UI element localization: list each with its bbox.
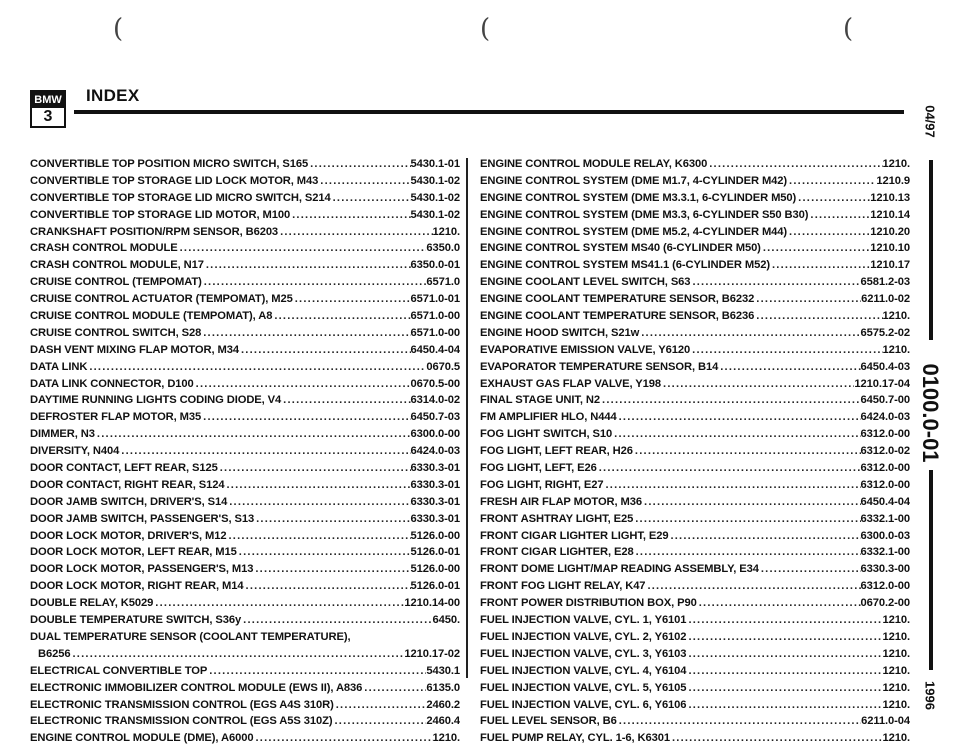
dot-leader [645, 578, 860, 595]
index-entry [480, 426, 910, 443]
entry-code: 1210.10 [870, 242, 910, 255]
dot-leader [194, 376, 411, 393]
index-entry [480, 443, 910, 460]
dot-leader [239, 342, 411, 359]
entry-code: 6300.0-00 [410, 428, 460, 441]
entry-code: 6581.2-03 [860, 276, 910, 289]
entry-code: 6332.1-00 [860, 512, 910, 525]
dot-leader [308, 156, 410, 173]
entry-code: 1210. [882, 614, 910, 627]
index-entry [480, 730, 910, 747]
entry-code: 1210. [882, 732, 910, 745]
dot-leader [754, 291, 861, 308]
index-entry [480, 578, 910, 595]
entry-code: 1210.14 [870, 208, 910, 221]
index-entry [480, 544, 910, 561]
entry-code: 6135.0 [426, 681, 460, 694]
entry-title: CRASH CONTROL MODULE [30, 242, 178, 255]
index-entry [480, 494, 910, 511]
dot-leader [761, 240, 870, 257]
index-entry [30, 426, 460, 443]
index-entry [30, 240, 460, 257]
entry-title: ENGINE CONTROL SYSTEM (DME M3.3.1, 6-CYLINDER M50) [480, 191, 797, 204]
dot-leader [293, 291, 411, 308]
entry-title: FOG LIGHT, LEFT, E26 [480, 462, 597, 475]
entry-code: 6571.0-01 [410, 293, 460, 306]
index-entry [30, 308, 460, 325]
dot-leader [690, 274, 860, 291]
index-entry [480, 308, 910, 325]
dot-leader [278, 224, 432, 241]
dot-leader [227, 528, 411, 545]
entry-title: EVAPORATOR TEMPERATURE SENSOR, B14 [480, 360, 719, 373]
entry-title: DATA LINK [30, 360, 88, 373]
dot-leader [334, 697, 427, 714]
entry-code: 5126.0-00 [410, 529, 460, 542]
index-entry [30, 612, 460, 629]
binder-hole-mark: ( [113, 14, 124, 44]
index-entry [30, 342, 460, 359]
index-entry [480, 646, 910, 663]
index-entry [30, 291, 460, 308]
entry-title: ELECTRICAL CONVERTIBLE TOP [30, 664, 208, 677]
entry-title: DOOR LOCK MOTOR, LEFT REAR, M15 [30, 546, 237, 559]
entry-code: 6350.0 [426, 242, 460, 255]
entry-title: CRUISE CONTROL ACTUATOR (TEMPOMAT), M25 [30, 293, 293, 306]
index-entry [30, 697, 460, 714]
index-entry [480, 663, 910, 680]
entry-code: 6450.4-04 [860, 495, 910, 508]
entry-code: 1210. [882, 630, 910, 643]
entry-code: 0670.5-00 [410, 377, 460, 390]
entry-title: FOG LIGHT SWITCH, S10 [480, 428, 613, 441]
entry-title: ENGINE COOLANT TEMPERATURE SENSOR, B6232 [480, 293, 755, 306]
dot-leader [634, 544, 861, 561]
page-code: 0100.0-01 [918, 363, 943, 463]
entry-code: 5430.1-02 [410, 208, 460, 221]
dot-leader [670, 730, 883, 747]
index-entry [30, 730, 460, 747]
index-entry [480, 342, 910, 359]
dot-leader [686, 697, 882, 714]
entry-code: 1210.13 [870, 191, 910, 204]
entry-code: 6571.0-00 [410, 326, 460, 339]
index-entry [30, 494, 460, 511]
dot-leader [661, 376, 854, 393]
entry-title: CRUISE CONTROL MODULE (TEMPOMAT), A8 [30, 310, 273, 323]
index-entry [30, 544, 460, 561]
dot-leader [633, 443, 861, 460]
index-entry [30, 359, 460, 376]
entry-title: ENGINE CONTROL SYSTEM MS41.1 (6-CYLINDER M52) [480, 259, 770, 272]
entry-code: 1210.14-00 [404, 597, 460, 610]
dot-leader [617, 713, 861, 730]
dot-leader [686, 629, 882, 646]
entry-title: FRONT FOG LIGHT RELAY, K47 [480, 580, 646, 593]
entry-title: ENGINE COOLANT LEVEL SWITCH, S63 [480, 276, 691, 289]
index-entry [480, 629, 910, 646]
dot-leader [178, 240, 427, 257]
entry-code: 1210. [882, 343, 910, 356]
entry-code: 5126.0-01 [410, 546, 460, 559]
entry-code: 6330.3-01 [410, 462, 460, 475]
entry-code: 5126.0-00 [410, 563, 460, 576]
entry-code: 6330.3-01 [410, 478, 460, 491]
entry-code: 6450.7-03 [410, 411, 460, 424]
entry-code: 6312.0-00 [860, 462, 910, 475]
dot-leader [244, 578, 411, 595]
index-entry [480, 392, 910, 409]
entry-title: DAYTIME RUNNING LIGHTS CODING DIODE, V4 [30, 394, 282, 407]
dot-leader [218, 460, 411, 477]
dot-leader [808, 207, 870, 224]
revision-date: 04/97 [922, 105, 938, 138]
entry-code: 2460.4 [426, 715, 460, 728]
entry-title: DOOR LOCK MOTOR, PASSENGER'S, M13 [30, 563, 254, 576]
index-entry [480, 240, 910, 257]
entry-code: 1210. [882, 158, 910, 170]
entry-title: DASH VENT MIXING FLAP MOTOR, M34 [30, 343, 239, 356]
index-entry [480, 697, 910, 714]
entry-title: CRUISE CONTROL (TEMPOMAT) [30, 276, 202, 289]
entry-code: 6300.0-03 [860, 529, 910, 542]
dot-leader [686, 612, 882, 629]
entry-code: 1210. [432, 225, 460, 238]
dot-leader [290, 207, 410, 224]
entry-title: ELECTRONIC TRANSMISSION CONTROL (EGS A4S 310R) [30, 698, 334, 711]
dot-leader [603, 477, 860, 494]
index-entry [30, 392, 460, 409]
index-entry [30, 409, 460, 426]
binder-hole-mark: ( [480, 14, 491, 44]
entry-title: FUEL INJECTION VALVE, CYL. 3, Y6103 [480, 647, 687, 660]
entry-code: 6211.0-02 [861, 293, 910, 306]
entry-code: 1210.17 [870, 259, 910, 272]
entry-title: FRONT DOME LIGHT/MAP READING ASSEMBLY, E34 [480, 563, 759, 576]
index-entry [480, 359, 910, 376]
entry-title: ENGINE CONTROL MODULE (DME), A6000 [30, 732, 254, 745]
entry-code: 6314.0-02 [410, 394, 460, 407]
dot-leader [686, 680, 882, 697]
dot-leader [787, 224, 870, 241]
page-title: INDEX [86, 86, 140, 105]
entry-title: CRUISE CONTROL SWITCH, S28 [30, 326, 202, 339]
entry-code: 6312.0-00 [860, 478, 910, 491]
entry-code: 6424.0-03 [410, 445, 460, 458]
dot-leader [201, 409, 410, 426]
entry-code: 6330.3-00 [860, 563, 910, 576]
entry-title: DOOR JAMB SWITCH, DRIVER'S, S14 [30, 495, 228, 508]
entry-title: FUEL INJECTION VALVE, CYL. 1, Y6101 [480, 614, 687, 627]
index-entry [30, 156, 460, 173]
entry-code: 1210.17-04 [854, 377, 910, 390]
index-entry [480, 713, 910, 730]
entry-title: FUEL INJECTION VALVE, CYL. 5, Y6105 [480, 681, 687, 694]
dot-leader [754, 308, 882, 325]
dot-leader [95, 426, 411, 443]
dot-leader [204, 257, 411, 274]
dot-leader [639, 325, 860, 342]
index-entry [30, 511, 460, 528]
entry-title: CONVERTIBLE TOP STORAGE LID MICRO SWITCH, S214 [30, 191, 331, 204]
index-entry [30, 190, 460, 207]
entry-title: FUEL INJECTION VALVE, CYL. 6, Y6106 [480, 698, 687, 711]
entry-title: FUEL PUMP RELAY, CYL. 1-6, K6301 [480, 732, 670, 745]
index-column-right [480, 156, 910, 747]
dot-leader [227, 494, 410, 511]
index-entry [30, 376, 460, 393]
side-margin [910, 100, 950, 710]
dot-leader [600, 392, 860, 409]
index-entry [30, 224, 460, 241]
entry-title: B6256 [38, 647, 71, 660]
dot-leader [119, 443, 410, 460]
index-entry [30, 528, 460, 545]
dot-leader [633, 511, 860, 528]
dot-leader [272, 308, 410, 325]
dot-leader [331, 190, 411, 207]
entry-title: FRONT CIGAR LIGHTER, E28 [480, 546, 634, 559]
binder-hole-mark: ( [843, 14, 854, 44]
entry-code: 2460.2 [426, 698, 460, 711]
index-entry [30, 325, 460, 342]
dot-leader [241, 612, 432, 629]
entry-code: 5430.1 [426, 664, 460, 677]
index-entry [480, 376, 910, 393]
dot-leader [718, 359, 860, 376]
entry-code: 5126.0-01 [410, 580, 460, 593]
index-entry [30, 713, 460, 730]
entry-code: 6450. [432, 614, 460, 627]
dot-leader [201, 325, 410, 342]
entry-title: ENGINE CONTROL MODULE RELAY, K6300 [480, 158, 708, 170]
entry-code: 6450.7-00 [860, 394, 910, 407]
column-divider [466, 158, 468, 678]
entry-code: 5430.1-02 [410, 174, 460, 187]
entry-title: FRONT ASHTRAY LIGHT, E25 [480, 512, 634, 525]
index-entry [30, 561, 460, 578]
dot-leader [87, 359, 426, 376]
entry-title: DOUBLE TEMPERATURE SWITCH, S36y [30, 614, 242, 627]
entry-title: ENGINE CONTROL SYSTEM MS40 (6-CYLINDER M50) [480, 242, 761, 255]
dot-leader [224, 477, 410, 494]
entry-title: FUEL LEVEL SENSOR, B6 [480, 715, 617, 728]
index-entry [30, 646, 460, 663]
entry-code: 6450.4-03 [860, 360, 910, 373]
index-entry [480, 224, 910, 241]
index-entry [480, 511, 910, 528]
entry-title: DATA LINK CONNECTOR, D100 [30, 377, 194, 390]
entry-code: 0670.2-00 [860, 597, 910, 610]
dot-leader [153, 595, 404, 612]
dot-leader [254, 511, 410, 528]
entry-title: DEFROSTER FLAP MOTOR, M35 [30, 411, 202, 424]
entry-code: 6332.1-00 [860, 546, 910, 559]
entry-title: DOOR CONTACT, RIGHT REAR, S124 [30, 478, 225, 491]
entry-title: CONVERTIBLE TOP STORAGE LID LOCK MOTOR, M43 [30, 174, 319, 187]
entry-title: DIVERSITY, N404 [30, 445, 120, 458]
entry-title: FRESH AIR FLAP MOTOR, M36 [480, 495, 643, 508]
entry-title: CONVERTIBLE TOP POSITION MICRO SWITCH, S165 [30, 158, 309, 170]
entry-title: CRASH CONTROL MODULE, N17 [30, 259, 204, 272]
entry-title: DOOR LOCK MOTOR, DRIVER'S, M12 [30, 529, 227, 542]
entry-code: 6211.0-04 [861, 715, 910, 728]
header-rule [74, 110, 904, 114]
dot-leader [207, 663, 426, 680]
entry-code: 1210. [882, 647, 910, 660]
index-entry [480, 595, 910, 612]
entry-title: CONVERTIBLE TOP STORAGE LID MOTOR, M100 [30, 208, 291, 221]
entry-title: DOOR CONTACT, LEFT REAR, S125 [30, 462, 218, 475]
index-entry [480, 207, 910, 224]
index-entry [480, 274, 910, 291]
entry-code: 1210.20 [870, 225, 910, 238]
entry-title: ELECTRONIC IMMOBILIZER CONTROL MODULE (EWS II), A836 [30, 681, 363, 694]
entry-code: 6312.0-02 [860, 445, 910, 458]
index-entry [480, 477, 910, 494]
entry-title: DIMMER, N3 [30, 428, 95, 441]
entry-title: DOOR JAMB SWITCH, PASSENGER'S, S13 [30, 512, 255, 525]
entry-code: 6571.0 [426, 276, 460, 289]
index-entry [30, 257, 460, 274]
index-entry [480, 257, 910, 274]
index-entry [480, 409, 910, 426]
dot-leader [70, 646, 404, 663]
index-entry [480, 190, 910, 207]
dot-leader [707, 156, 882, 173]
entry-code: 6424.0-03 [860, 411, 910, 424]
entry-code: 1210.9 [876, 174, 910, 187]
index-entry [480, 612, 910, 629]
dot-leader [787, 173, 876, 190]
dot-leader [690, 342, 882, 359]
index-entry [480, 460, 910, 477]
entry-title: EXHAUST GAS FLAP VALVE, Y198 [480, 377, 662, 390]
entry-code: 6575.2-02 [860, 326, 910, 339]
entry-title: CRANKSHAFT POSITION/RPM SENSOR, B6203 [30, 225, 279, 238]
entry-title: FRONT POWER DISTRIBUTION BOX, P90 [480, 597, 697, 610]
index-entry [480, 173, 910, 190]
entry-code: 6350.0-01 [410, 259, 460, 272]
dot-leader [697, 595, 861, 612]
index-entry [30, 663, 460, 680]
entry-title: DOOR LOCK MOTOR, RIGHT REAR, M14 [30, 580, 244, 593]
index-entry [480, 528, 910, 545]
index-column-left [30, 156, 460, 747]
entry-code: 1210. [432, 732, 460, 745]
index-entry [30, 274, 460, 291]
entry-title: ENGINE COOLANT TEMPERATURE SENSOR, B6236 [480, 310, 755, 323]
entry-code: 1210. [882, 664, 910, 677]
entry-code: 6312.0-00 [860, 428, 910, 441]
dot-leader [759, 561, 861, 578]
entry-title: FINAL STAGE UNIT, N2 [480, 394, 601, 407]
entry-code: 1210. [882, 310, 910, 323]
side-rule [929, 160, 933, 340]
side-rule [929, 470, 933, 670]
index-entry [30, 207, 460, 224]
entry-title: FM AMPLIFIER HLO, N444 [480, 411, 617, 424]
entry-title: FUEL INJECTION VALVE, CYL. 4, Y6104 [480, 664, 687, 677]
dot-leader [318, 173, 410, 190]
entry-code: 6571.0-00 [410, 310, 460, 323]
index-entry [30, 173, 460, 190]
dot-leader [281, 392, 410, 409]
entry-title: ENGINE HOOD SWITCH, S21w [480, 326, 640, 339]
index-entry [30, 629, 460, 646]
entry-title: FOG LIGHT, LEFT REAR, H26 [480, 445, 633, 458]
dot-leader [668, 528, 860, 545]
entry-code: 5430.1-02 [410, 191, 460, 204]
entry-code: 1210. [882, 681, 910, 694]
entry-code: 0670.5 [426, 360, 460, 373]
entry-code: 6330.3-01 [410, 512, 460, 525]
entry-title: ELECTRONIC TRANSMISSION CONTROL (EGS A5S 310Z) [30, 715, 333, 728]
model-year: 1996 [922, 681, 938, 710]
entry-title: DOUBLE RELAY, K5029 [30, 597, 154, 610]
dot-leader [332, 713, 426, 730]
entry-code: 6330.3-01 [410, 495, 460, 508]
dot-leader [617, 409, 861, 426]
entry-title: ENGINE CONTROL SYSTEM (DME M5.2, 4-CYLINDER M44) [480, 225, 788, 238]
entry-title: DUAL TEMPERATURE SENSOR (COOLANT TEMPERATURE), [30, 630, 351, 643]
logo-series: 3 [43, 108, 53, 125]
dot-leader [253, 561, 410, 578]
index-entry [30, 578, 460, 595]
index-entry [30, 443, 460, 460]
bmw-3-series-logo [30, 90, 66, 128]
dot-leader [362, 680, 426, 697]
index-entry [480, 680, 910, 697]
dot-leader [642, 494, 860, 511]
dot-leader [770, 257, 870, 274]
index-entry [480, 561, 910, 578]
entry-title: ENGINE CONTROL SYSTEM (DME M3.3, 6-CYLINDER S50 B30) [480, 208, 809, 221]
dot-leader [237, 544, 411, 561]
dot-leader [612, 426, 860, 443]
dot-leader [597, 460, 861, 477]
index-entry [30, 595, 460, 612]
entry-code: 6312.0-00 [860, 580, 910, 593]
index-entry [30, 477, 460, 494]
dot-leader [686, 646, 882, 663]
entry-title: EVAPORATIVE EMISSION VALVE, Y6120 [480, 343, 691, 356]
index-entry [480, 325, 910, 342]
entry-code: 5430.1-01 [410, 158, 460, 170]
entry-code: 1210. [882, 698, 910, 711]
entry-code: 6450.4-04 [410, 343, 460, 356]
entry-title: FUEL INJECTION VALVE, CYL. 2, Y6102 [480, 630, 687, 643]
index-entry [480, 156, 910, 173]
index-entry [480, 291, 910, 308]
entry-title: FRONT CIGAR LIGHTER LIGHT, E29 [480, 529, 669, 542]
entry-title: ENGINE CONTROL SYSTEM (DME M1.7, 4-CYLINDER M42) [480, 174, 788, 187]
index-entry [30, 680, 460, 697]
logo-brand: BMW [32, 92, 64, 108]
dot-leader [202, 274, 427, 291]
dot-leader [253, 730, 432, 747]
index-entry [30, 460, 460, 477]
entry-code: 1210.17-02 [404, 647, 460, 660]
entry-title: FOG LIGHT, RIGHT, E27 [480, 478, 604, 491]
dot-leader [686, 663, 882, 680]
dot-leader [796, 190, 870, 207]
